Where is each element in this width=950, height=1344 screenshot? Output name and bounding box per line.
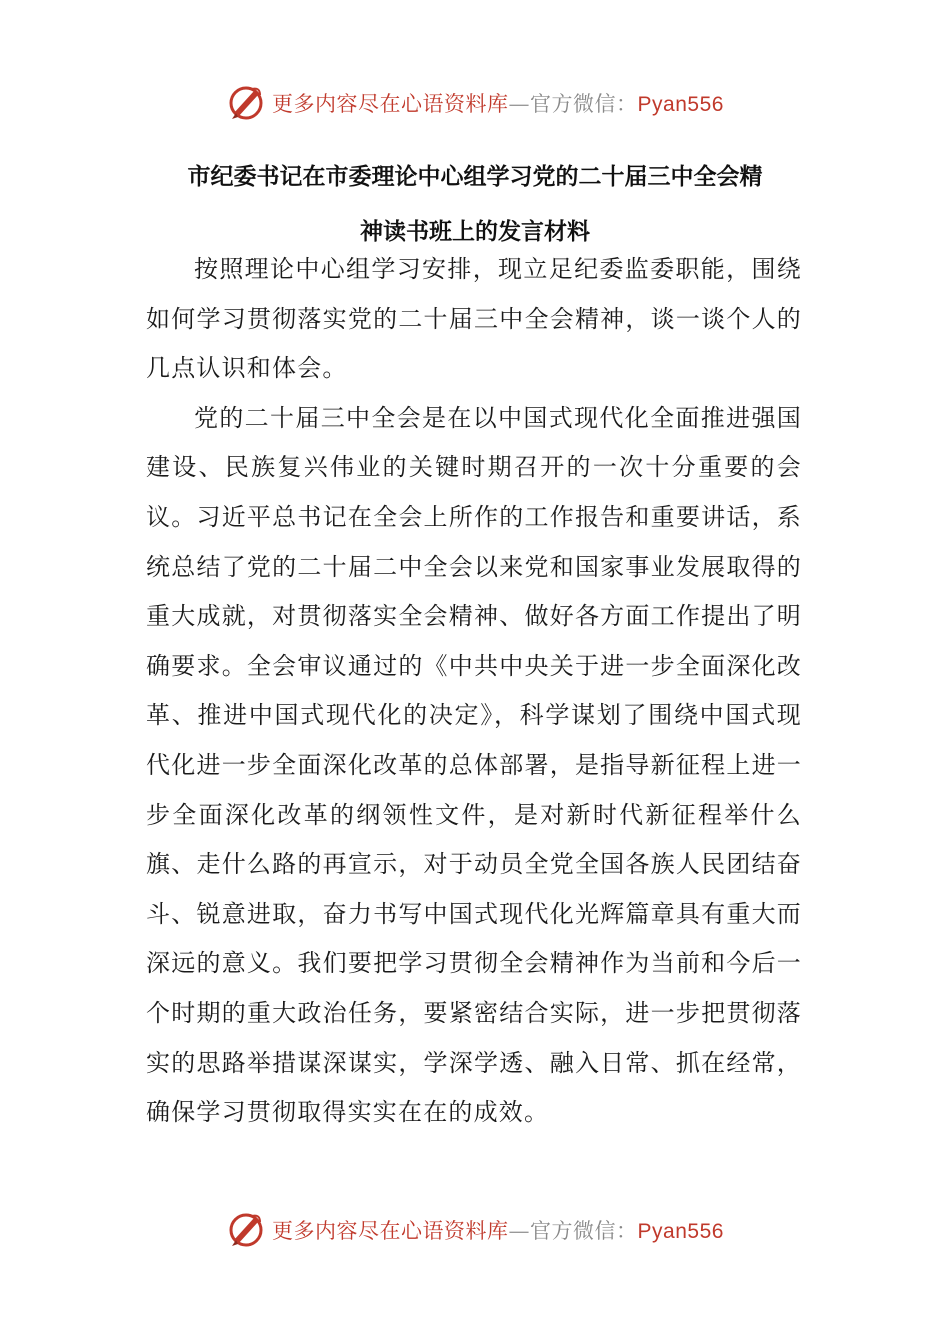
watermark-text [272, 1215, 724, 1245]
watermark-brand: 更多内容尽在心语资料库 [272, 1219, 509, 1243]
watermark-brand: 更多内容尽在心语资料库 [272, 92, 509, 116]
document-title-line-2: 神读书班上的发言材料 [360, 219, 590, 245]
watermark-official-label: 官方微信： [530, 92, 638, 116]
document-title [150, 150, 800, 260]
watermark-separator: — [508, 92, 531, 116]
pen-in-circle-icon [226, 83, 266, 123]
watermark-wechat-id: Pyan556 [637, 1220, 724, 1243]
paragraph: 按照理论中心组学习安排，现立足纪委监委职能，围绕如何学习贯彻落实党的二十届三中全会精神，谈一谈个人的几点认识和体会。 [146, 255, 802, 383]
watermark-banner-top [0, 80, 950, 126]
document-title-line-1: 市纪委书记在市委理论中心组学习党的二十届三中全会精 [187, 164, 763, 190]
watermark-banner-bottom [0, 1207, 950, 1253]
paragraph: 党的二十届三中全会是在以中国式现代化全面推进强国建设、民族复兴伟业的关键时期召开的一次十分重要的会议。习近平总书记在全会上所作的工作报告和重要讲话，系统总结了党的二十届二中全会以来党和国家事业发展取得的重大成就，对贯彻落实全会精神、做好各方面工作提出了明确要求。全会审议通过的《中共中央关于进一步全面深化改革、推进中国式现代化的决定》，科学谋划了围绕中国式现代化进一步全面深化改革的总体部署，是指导新征程上进一步全面深化改革的纲领性文件，是对新时代新征程举什么旗、走什么路的再宣示，对于动员全党全国各族人民团结奋斗、锐意进取，奋力书写中国式现代化光辉篇章具有重大而深远的意义。我们要把学习贯彻全会精神作为当前和今后一个时期的重大政治任务，要紧密结合实际，进一步把贯彻落实的思路举措谋深谋实，学深学透、融入日常、抓在经常，确保学习贯彻取得实实在在的成效。 [146, 403, 802, 1127]
watermark-text [272, 88, 724, 118]
watermark-wechat-id: Pyan556 [637, 93, 724, 116]
document-body [146, 245, 802, 1138]
pen-in-circle-icon [226, 1210, 266, 1250]
watermark-separator: — [508, 1219, 531, 1243]
watermark-official-label: 官方微信： [530, 1219, 638, 1243]
